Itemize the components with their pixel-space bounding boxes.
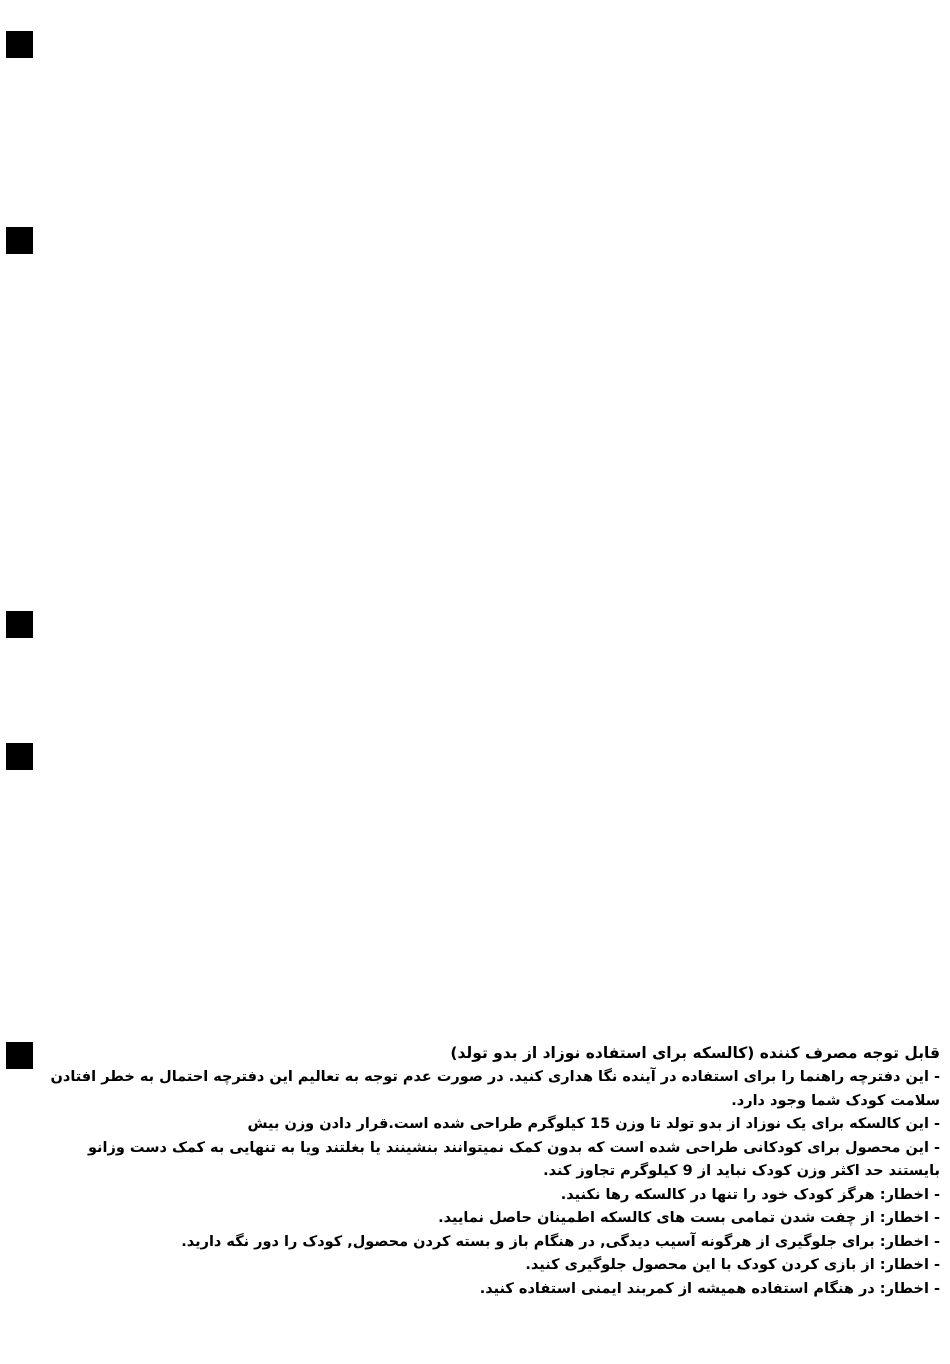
notice-item: - اخطار: برای جلوگیری از هرگونه آسیب دیدگی, در هنگام باز و بسته کردن محصول, کودک را دور نگه دارید. xyxy=(181,1233,940,1250)
notice-item: - این دفترچه راهنما را برای استفاده در آینده نگا هداری کنید. در صورت عدم توجه به تعالیم این دفترچه احتمال به خطر افتادن سلامت کودک شما وجود دارد. xyxy=(50,1069,940,1109)
notice-item: - این کالسکه برای یک نوزاد از بدو تولد تا وزن 15 کیلوگرم طراحی شده است.قرار دادن وزن بیش xyxy=(247,1116,940,1132)
notice-item: - اخطار: از چفت شدن تمامی بست های کالسکه اطمینان حاصل نمایید. xyxy=(438,1210,940,1226)
notice-title: قابل توجه مصرف کننده (کالسکه برای استفاده نوزاد از بدو تولد) xyxy=(450,1044,940,1062)
section-marker-3 xyxy=(6,611,33,638)
notice-item: - اخطار: از بازی کردن کودک با این محصول جلوگیری کنید. xyxy=(525,1257,940,1273)
notice-item: - اخطار: هرگز کودک خود را تنها در کالسکه رها نکنید. xyxy=(560,1186,940,1203)
notice-item: - اخطار: در هنگام استفاده همیشه از کمربند ایمنی استفاده کنید. xyxy=(479,1280,940,1297)
consumer-notice xyxy=(42,1040,940,1301)
section-marker-2 xyxy=(6,227,33,254)
notice-item: - این محصول برای کودکانی طراحی شده است که بدون کمک نمیتوانند بنشینند یا بغلتند ویا به تنهایی به کمک دست وزانو بایستند حد اکثر وزن کودک نباید از 9 کیلوگرم تجاوز کند. xyxy=(87,1139,940,1179)
notice-list xyxy=(42,1066,940,1301)
section-marker-1 xyxy=(6,31,33,58)
section-marker-4 xyxy=(6,743,33,770)
section-marker-5 xyxy=(6,1042,33,1069)
